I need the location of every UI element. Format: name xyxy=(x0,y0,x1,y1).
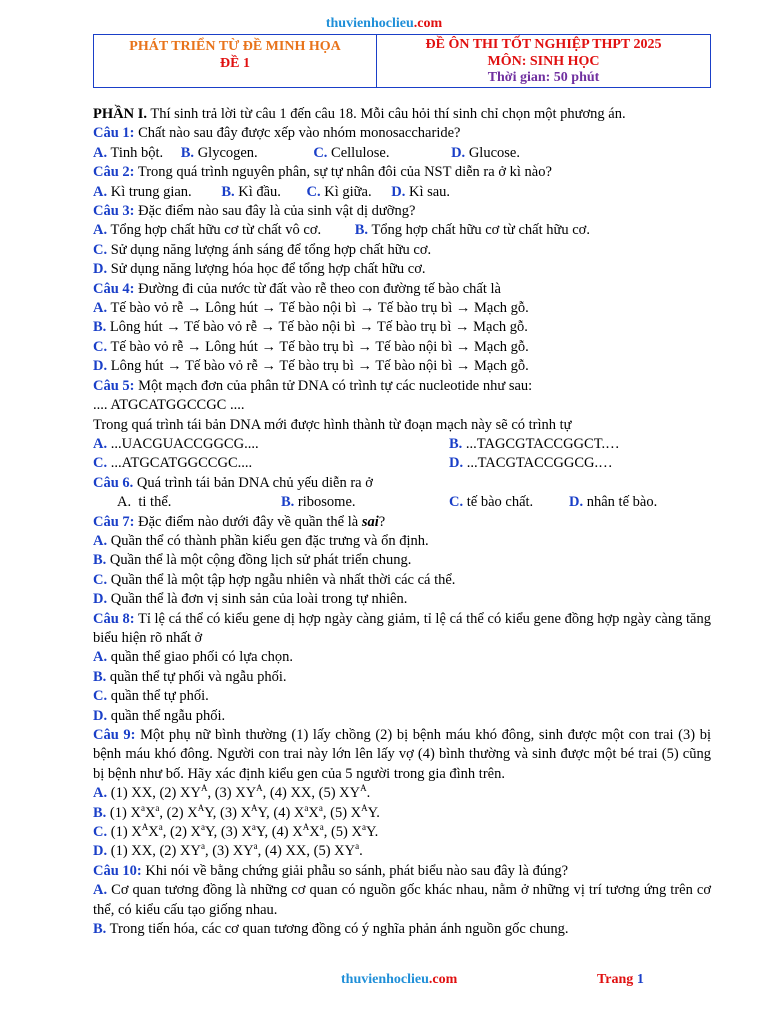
option-label: C. xyxy=(313,144,328,161)
option-text: tế bào chất. xyxy=(466,494,534,511)
emphasis: sai xyxy=(361,513,379,530)
option xyxy=(93,687,711,706)
question-7 xyxy=(93,513,711,532)
option-label: D. xyxy=(451,144,466,161)
header-subject: MÔN: SINH HỌC xyxy=(487,53,600,69)
option-label: D. xyxy=(391,183,406,200)
header-right xyxy=(377,35,710,87)
option xyxy=(449,454,613,473)
option-text: Kì đầu. xyxy=(238,183,281,200)
option-text: quần thể tự phối. xyxy=(110,688,209,705)
option xyxy=(93,299,711,318)
option-label: B. xyxy=(93,552,107,569)
footer-site-tld: .com xyxy=(428,972,458,987)
option xyxy=(93,920,711,939)
option-label: B. xyxy=(93,668,107,685)
option xyxy=(117,493,171,512)
question-label: Câu 9: xyxy=(93,726,136,743)
question-label: Câu 8: xyxy=(93,610,135,627)
question-text: Tỉ lệ cá thể có kiểu gene dị hợp ngày càng giảm, tỉ lệ cá thể có kiểu gene đồng hợp ngày càng tăng biểu hiện rõ nhất ở xyxy=(93,610,711,646)
option: B. (1) $X^aX^a$, (2) $X^AY$, (3) $X^AY$, (4) $X^aX^a$, (5) $X^AY$. xyxy=(93,802,380,821)
option xyxy=(93,881,711,920)
question-10 xyxy=(93,862,711,881)
options-row xyxy=(93,221,711,240)
options-row xyxy=(93,454,711,473)
option-text: Kì giữa. xyxy=(324,183,372,200)
option-label: B. xyxy=(221,183,235,200)
page-num: 1 xyxy=(636,972,644,987)
option-label: C. xyxy=(93,241,108,258)
option-label: D. xyxy=(93,591,108,608)
option-label: A. xyxy=(93,649,108,666)
option-label: B. xyxy=(449,435,463,452)
option xyxy=(449,435,620,454)
option-text: Quần thể là đơn vị sinh sản của loài trong tự nhiên. xyxy=(110,591,408,608)
question-label: Câu 10: xyxy=(93,862,142,879)
option-text: Kì trung gian. xyxy=(110,183,192,200)
question-text: Quá trình tái bản DNA chủ yếu diễn ra ở xyxy=(133,474,373,491)
option-label: C. xyxy=(93,455,108,472)
option-label: B. xyxy=(281,494,295,511)
option-label: A. xyxy=(93,882,108,899)
question-text: Khi nói về bằng chứng giải phẫu so sánh, phát biểu nào sau đây là đúng? xyxy=(141,862,568,879)
option xyxy=(93,241,711,260)
option-label: A. xyxy=(93,300,108,317)
question-end: ? xyxy=(378,513,386,530)
option xyxy=(93,435,449,454)
option-label: C. xyxy=(449,494,464,511)
option-text: Lông hút → Tế bào vỏ rễ → Tế bào trụ bì → Tế bào nội bì → Mạch gỗ. xyxy=(110,358,529,375)
option-label: A. xyxy=(93,183,108,200)
question-text: Một mạch đơn của phân tử DNA có trình tự các nucleotide như sau: xyxy=(134,377,533,394)
option xyxy=(93,551,711,570)
header-time: Thời gian: 50 phút xyxy=(487,70,600,85)
question-5 xyxy=(93,377,711,396)
question-label: Câu 6. xyxy=(93,474,134,491)
option xyxy=(93,454,449,473)
question-1 xyxy=(93,124,711,143)
question-text: Chất nào sau đây được xếp vào nhóm monosaccharide? xyxy=(134,125,461,142)
question-4 xyxy=(93,280,711,299)
option xyxy=(93,668,711,687)
options-row xyxy=(93,144,711,163)
option-label: B. xyxy=(93,319,107,336)
site-tld: .com xyxy=(413,16,443,31)
option-text: quần thể ngẫu phối. xyxy=(110,707,226,724)
question-text: Trong quá trình nguyên phân, sự tự nhân đôi của NST diễn ra ở kì nào? xyxy=(134,164,552,181)
option-label: B. xyxy=(354,222,369,239)
site-watermark xyxy=(0,16,768,32)
footer-site xyxy=(341,972,457,988)
option-label: C. xyxy=(93,571,108,588)
option-text: Tế bào vỏ rễ → Lông hút → Tế bào nội bì → Tế bào trụ bì → Mạch gỗ. xyxy=(110,300,529,317)
option-label: C. xyxy=(93,688,108,705)
option-text: quần thể tự phối và ngẫu phối. xyxy=(109,668,287,685)
question-label: Câu 5: xyxy=(93,377,135,394)
option-text: ...UACGUACCGGCG.... xyxy=(110,435,259,452)
options-row xyxy=(93,493,711,512)
option-label: D. xyxy=(93,707,108,724)
option-text: Tinh bột. xyxy=(110,144,164,161)
question-label: Câu 3: xyxy=(93,203,135,220)
option-label: B. xyxy=(180,144,195,161)
page-number xyxy=(597,972,644,988)
option-label: B. xyxy=(93,921,107,938)
question-text: Trong quá trình tái bản DNA mới được hình thành từ đoạn mạch này sẽ có trình tự xyxy=(93,416,572,433)
option-text: Lông hút → Tế bào vỏ rễ → Tế bào nội bì → Tế bào trụ bì → Mạch gỗ. xyxy=(109,319,528,336)
option-text: nhân tế bào. xyxy=(586,494,658,511)
option-label: C. xyxy=(93,824,108,841)
question-2 xyxy=(93,163,711,182)
option-text: Cơ quan tương đồng là những cơ quan có nguồn gốc khác nhau, nằm ở những vị trí tương ứng trên cơ thể, có kiểu cấu tạo giống nhau. xyxy=(93,882,711,918)
part-instruction xyxy=(93,105,711,124)
option-label: A. xyxy=(93,222,108,239)
part-text: Thí sinh trả lời từ câu 1 đến câu 18. Mỗi câu hỏi thí sinh chỉ chọn một phương án. xyxy=(146,106,626,122)
question-label: Câu 4: xyxy=(93,280,135,297)
option-text: Cellulose. xyxy=(331,144,390,161)
option-text: Tổng hợp chất hữu cơ từ chất hữu cơ. xyxy=(371,222,590,239)
dna-sequence: .... ATGCATGGCCGC .... xyxy=(93,397,245,414)
option-text: ribosome. xyxy=(297,494,356,511)
option-label: D. xyxy=(93,843,108,860)
site-name: thuvienhoclieu xyxy=(325,16,414,31)
question-text: Một phụ nữ bình thường (1) lấy chồng (2) bị bệnh máu khó đông, sinh được một con trai (3) bị bệnh máu khó đông. Người con trai này lớn lên lấy vợ (4) bình thường và sinh được một bé trai (5) cũng bị bệnh như bố. Hãy xác định kiểu gen của 5 người trong gia đình trên. xyxy=(93,726,711,782)
question-8 xyxy=(93,610,711,649)
option-text: quần thể giao phối có lựa chọn. xyxy=(110,649,293,666)
option xyxy=(93,260,711,279)
option-text: Sử dụng năng lượng ánh sáng để tổng hợp chất hữu cơ. xyxy=(110,241,432,258)
option-label: A. xyxy=(117,494,132,511)
option xyxy=(93,357,711,376)
header-left xyxy=(94,35,377,87)
option-text: Glucose. xyxy=(468,144,520,161)
question-label: Câu 1: xyxy=(93,125,135,142)
header-exam-number: ĐỀ 1 xyxy=(220,56,250,71)
option: A. (1) XX, (2) $XY^A$, (3) $XY^A$, (4) XX, (5) $XY^A$. xyxy=(93,783,371,802)
page-label: Trang xyxy=(597,972,637,987)
option-text: Quần thể có thành phần kiểu gen đặc trưng và ổn định. xyxy=(110,532,429,549)
option: D. (1) XX, (2) $XY^a$, (3) $XY^a$, (4) XX, (5) $XY^a$. xyxy=(93,841,363,860)
option-text: Tổng hợp chất hữu cơ từ chất vô cơ. xyxy=(110,222,322,239)
option-label: A. xyxy=(93,435,108,452)
option xyxy=(569,493,657,512)
option-text: Sử dụng năng lượng hóa học để tổng hợp chất hữu cơ. xyxy=(110,261,426,278)
option-label: B. xyxy=(93,804,107,821)
option-text: ti thể. xyxy=(138,494,172,511)
option-label: D. xyxy=(569,494,584,511)
option: C. (1) $X^AX^a$, (2) $X^aY$, (3) $X^aY$, (4) $X^AX^a$, (5) $X^aY$. xyxy=(93,822,379,841)
option xyxy=(93,532,711,551)
option-text: Glycogen. xyxy=(197,144,258,161)
option-label: A. xyxy=(93,532,108,549)
header-exam-title: ĐỀ ÔN THI TỐT NGHIỆP THPT 2025 xyxy=(425,37,662,52)
option xyxy=(93,648,711,667)
option-text: Quần thể là một cộng đồng lịch sử phát triển chung. xyxy=(109,552,412,569)
question-label: Câu 7: xyxy=(93,513,135,530)
option-label: D. xyxy=(93,261,108,278)
question-6 xyxy=(93,474,711,493)
exam-content xyxy=(93,105,711,939)
question-text: Đặc điểm nào dưới đây về quần thể là xyxy=(134,513,362,530)
option-label: D. xyxy=(449,455,464,472)
option-label: A. xyxy=(93,144,108,161)
question-3 xyxy=(93,202,711,221)
question-text: Đường đi của nước từ đất vào rễ theo con đường tế bào chất là xyxy=(134,280,501,297)
question-label: Câu 2: xyxy=(93,164,135,181)
option-text: ...TAGCGTACCGGCT.… xyxy=(465,435,620,452)
option xyxy=(93,707,711,726)
option-text: Quần thể là một tập hợp ngẫu nhiên và nhất thời các cá thể. xyxy=(110,571,456,588)
question-9 xyxy=(93,726,711,784)
option-text: Trong tiến hóa, các cơ quan tương đồng có ý nghĩa phản ánh nguồn gốc chung. xyxy=(109,921,569,938)
option-label: D. xyxy=(93,358,108,375)
question-text: Đặc điểm nào sau đây là của sinh vật dị dưỡng? xyxy=(134,203,416,220)
options-row xyxy=(93,435,711,454)
option xyxy=(93,590,711,609)
option-text: Kì sau. xyxy=(408,183,451,200)
option xyxy=(93,318,711,337)
option-text: ...TACGTACCGGCG.… xyxy=(466,455,613,472)
option-text: ...ATGCATGGCCGC.... xyxy=(110,455,253,472)
option-label: C. xyxy=(93,338,108,355)
options-row xyxy=(93,183,711,202)
option xyxy=(449,493,533,512)
exam-header-box xyxy=(93,34,711,88)
part-label: PHẦN I. xyxy=(93,106,147,122)
header-source: PHÁT TRIỂN TỪ ĐỀ MINH HỌA xyxy=(129,39,341,54)
option-label: C. xyxy=(306,183,321,200)
option-label: A. xyxy=(93,785,108,802)
option xyxy=(93,338,711,357)
option xyxy=(93,571,711,590)
footer-site-name: thuvienhoclieu xyxy=(341,972,429,987)
option xyxy=(281,493,356,512)
option-text: Tế bào vỏ rễ → Lông hút → Tế bào trụ bì → Tế bào nội bì → Mạch gỗ. xyxy=(110,338,529,355)
